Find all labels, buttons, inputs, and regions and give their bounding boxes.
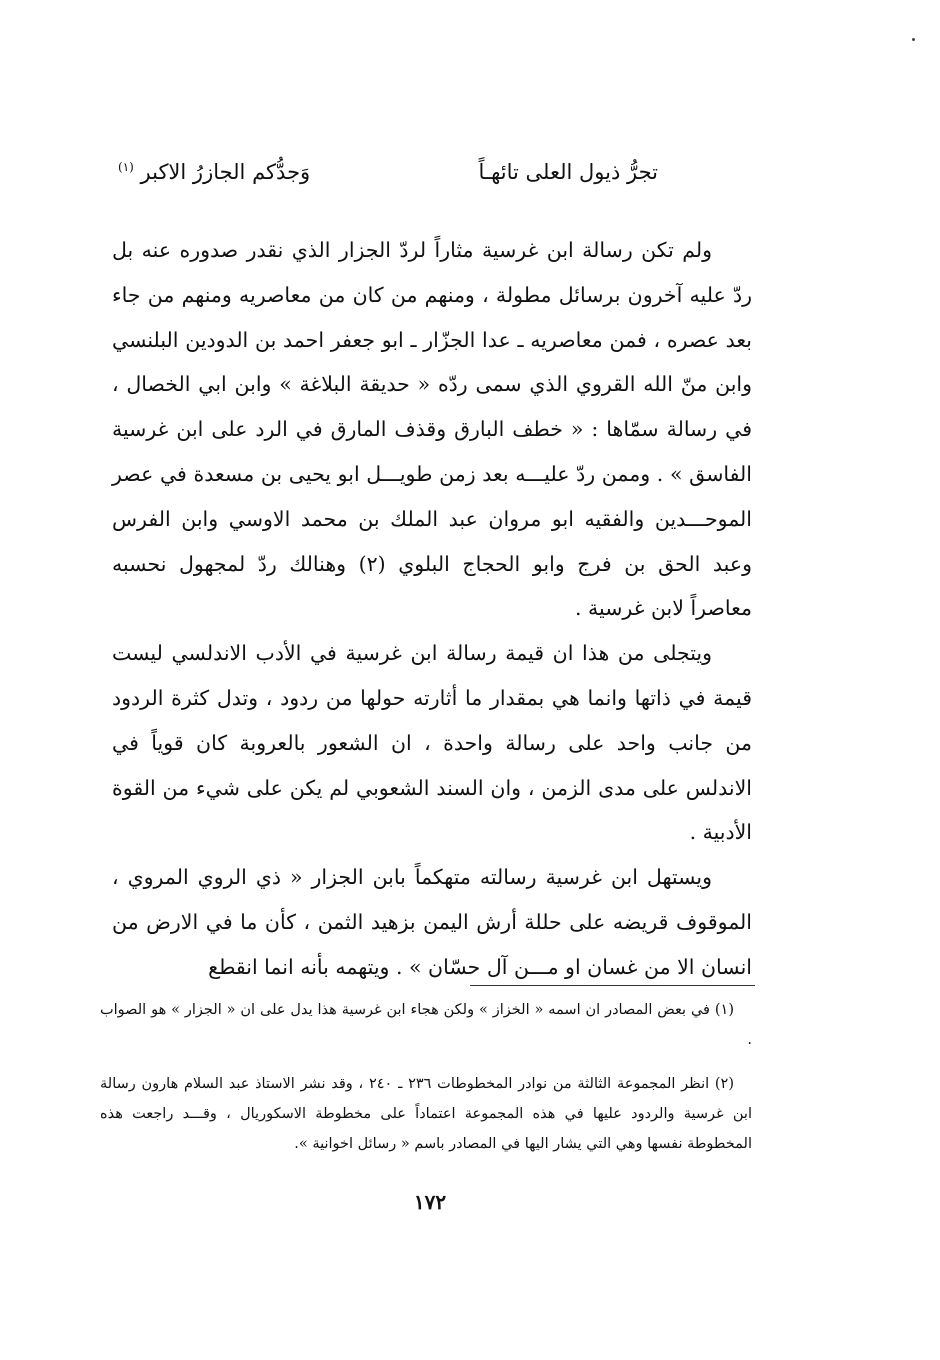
speck-mark [912, 38, 915, 41]
footnotes [100, 995, 752, 1159]
verse-footnote-ref: (١) [118, 160, 134, 174]
verse-left-hemistich: وَجدُّكم الجازرُ الاكبر [140, 160, 311, 184]
page-number: ١٧٢ [413, 1190, 447, 1214]
verse-left-hemistich-wrap [118, 160, 310, 184]
footnote-1: (١) في بعض المصادر ان اسمه « الخزاز » ولكن هجاء ابن غرسية هذا يدل على ان « الجزار » هو الصواب . [100, 1002, 752, 1048]
poetry-verse [118, 160, 658, 200]
main-text [112, 228, 752, 990]
paragraph-3: ويستهل ابن غرسية رسالته متهكماً بابن الجزار « ذي الروي المروي ، الموقوف قريضه على حللة أرش اليمن بزهيد الثمن ، كأن ما في الارض من انسان الا من غسان او مـــن آل حسّان » . ويتهمه بأنه انما انقطع [112, 865, 752, 979]
footnote-separator [470, 985, 755, 986]
paragraph-1: ولم تكن رسالة ابن غرسية مثاراً لردّ الجزار الذي نقدر صدوره عنه بل ردّ عليه آخرون برسائل مطولة ، ومنهم من كان من معاصريه ومنهم من جاء بعد عصره ، فمن معاصريه ـ عدا الجزّار ـ ابو جعفر احمد بن الدودين البلنسي وابن منّ الله القروي الذي سمى ردّه « حديقة البلاغة » وابن ابي الخصال ، في رسالة سمّاها : « خطف البارق وقذف المارق في الرد على ابن غرسية الفاسق » . وممن ردّ عليـــه بعد زمن طويـــل ابو يحيى بن مسعدة في عصر الموحـــدين والفقيه ابو مروان عبد الملك بن محمد الاوسي وابن الفرس وعبد الحق بن فرج وابو الحجاج البلوي (٢) وهنالك ردّ لمجهول نحسبه معاصراً لابن غرسية . [112, 238, 752, 621]
verse-right-hemistich: تجرُّ ذيول العلى تائهـاً [478, 160, 658, 184]
footnote-2: (٢) انظر المجموعة الثالثة من نوادر المخطوطات ٢٣٦ ـ ٢٤٠ ، وقد نشر الاستاذ عبد السلام هارون رسالة ابن غرسية والردود عليها في هذه المجموعة اعتماداً على مخطوطة الاسكوريال ، وقـــد راجعت هذه المخطوطة نفسها وهي التي يشار اليها في المصادر باسم « رسائل اخوانية ». [100, 1076, 752, 1152]
paragraph-2: ويتجلى من هذا ان قيمة رسالة ابن غرسية في الأدب الاندلسي ليست قيمة في ذاتها وانما هي بمقدار ما أثارته حولها من ردود ، وتدل كثرة الردود من جانب واحد على رسالة واحدة ، ان الشعور بالعروبة كان قوياً في الاندلس على مدى الزمن ، وان السند الشعوبي لم يكن على شيء من القوة الأدبية . [112, 641, 752, 845]
